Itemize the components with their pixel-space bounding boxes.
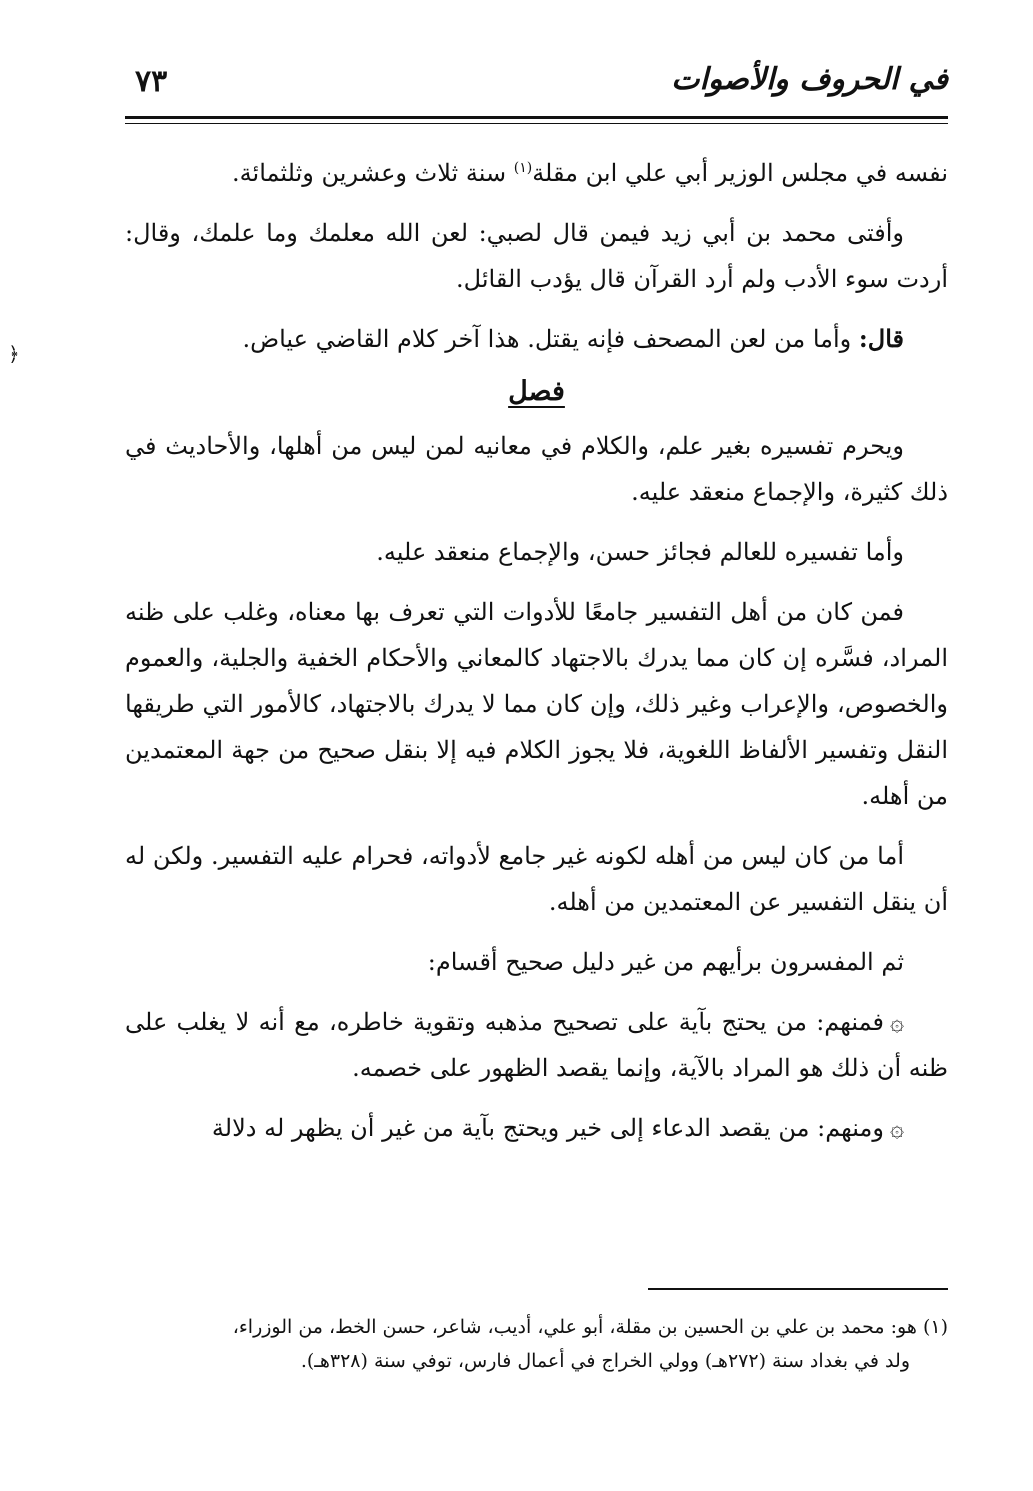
paragraph-2: وأفتى محمد بن أبي زيد فيمن قال لصبي: لعن الله معلمك وما علمك، وقال: أردت سوء الأدب ولم أرد القرآن قال يؤدب القائل. <box>125 219 948 293</box>
page-number: ٧٣ <box>135 64 168 99</box>
section-paragraph-5: ثم المفسرون برأيهم من غير دليل صحيح أقسام: <box>427 948 904 976</box>
paragraph-3 <box>125 316 948 362</box>
section-paragraph-1: ويحرم تفسيره بغير علم، والكلام في معانيه لمن ليس من أهلها، والأحاديث في ذلك كثيرة، والإجماع منعقد عليه. <box>125 432 948 506</box>
section-paragraph-3: فمن كان من أهل التفسير جامعًا للأدوات التي تعرف بها معناه، وغلب على ظنه المراد، فسَّره إن كان مما يدرك بالاجتهاد كالمعاني والأحكام الخفية والجلية، والعموم والخصوص، والإعراب وغير ذلك، وإن كان مما لا يدرك بالاجتهاد، كالأمور التي طريقها النقل وتفسير الألفاظ اللغوية، فلا يجوز الكلام فيه إلا بنقل صحيح من جهة المعتمدين من أهله. <box>125 598 948 810</box>
footnote-rule <box>648 1288 948 1290</box>
paragraph-1 <box>125 150 948 196</box>
footnote-line-1-text: هو: محمد بن علي بن الحسين بن مقلة، أبو علي، أديب، شاعر، حسن الخط، من الوزراء، <box>232 1316 917 1338</box>
footnotes <box>125 1310 948 1378</box>
footnote-ref: (١) <box>513 160 533 176</box>
paragraph-1-text-after-ref: سنة ثلاث وعشرين وثلثمائة. <box>232 159 514 187</box>
paragraph-1-text-before-ref: نفسه في مجلس الوزير أبي علي ابن مقلة <box>532 159 948 187</box>
section-paragraph-7-text: ومنهم: من يقصد الدعاء إلى خير ويحتج بآية من غير أن يظهر له دلالة <box>211 1114 884 1142</box>
body-text <box>125 150 948 1165</box>
ornament-icon: ۞ <box>889 1008 904 1036</box>
page-header <box>125 62 948 112</box>
footnote-line-1 <box>125 1310 948 1344</box>
footnote-line-2: ولد في بغداد سنة (٢٧٢هـ) وولي الخراج في أعمال فارس، توفي سنة (٣٢٨هـ). <box>300 1350 910 1372</box>
section-paragraph-2: وأما تفسيره للعالم فجائز حسن، والإجماع منعقد عليه. <box>376 538 904 566</box>
section-paragraph-7 <box>125 1105 948 1151</box>
margin-mark: ﴿ <box>8 342 20 366</box>
footnote-label: (١) <box>922 1316 948 1338</box>
section-paragraph-6-text: فمنهم: من يحتج بآية على تصحيح مذهبه وتقوية خاطره، مع أنه لا يغلب على ظنه أن ذلك هو المراد بالآية، وإنما يقصد الظهور على خصمه. <box>125 1008 948 1082</box>
section-heading: فصل <box>508 376 565 407</box>
running-title: في الحروف والأصوات <box>671 62 948 97</box>
section-paragraph-6 <box>125 999 948 1091</box>
ornament-icon: ۞ <box>889 1114 904 1142</box>
paragraph-3-text: وأما من لعن المصحف فإنه يقتل. هذا آخر كلام القاضي عياض. <box>242 325 859 353</box>
header-rule <box>125 116 948 124</box>
paragraph-3-lead: قال: <box>858 324 904 353</box>
section-paragraph-4: أما من كان ليس من أهله لكونه غير جامع لأدواته، فحرام عليه التفسير. ولكن له أن ينقل التفسير عن المعتمدين من أهله. <box>125 842 948 916</box>
